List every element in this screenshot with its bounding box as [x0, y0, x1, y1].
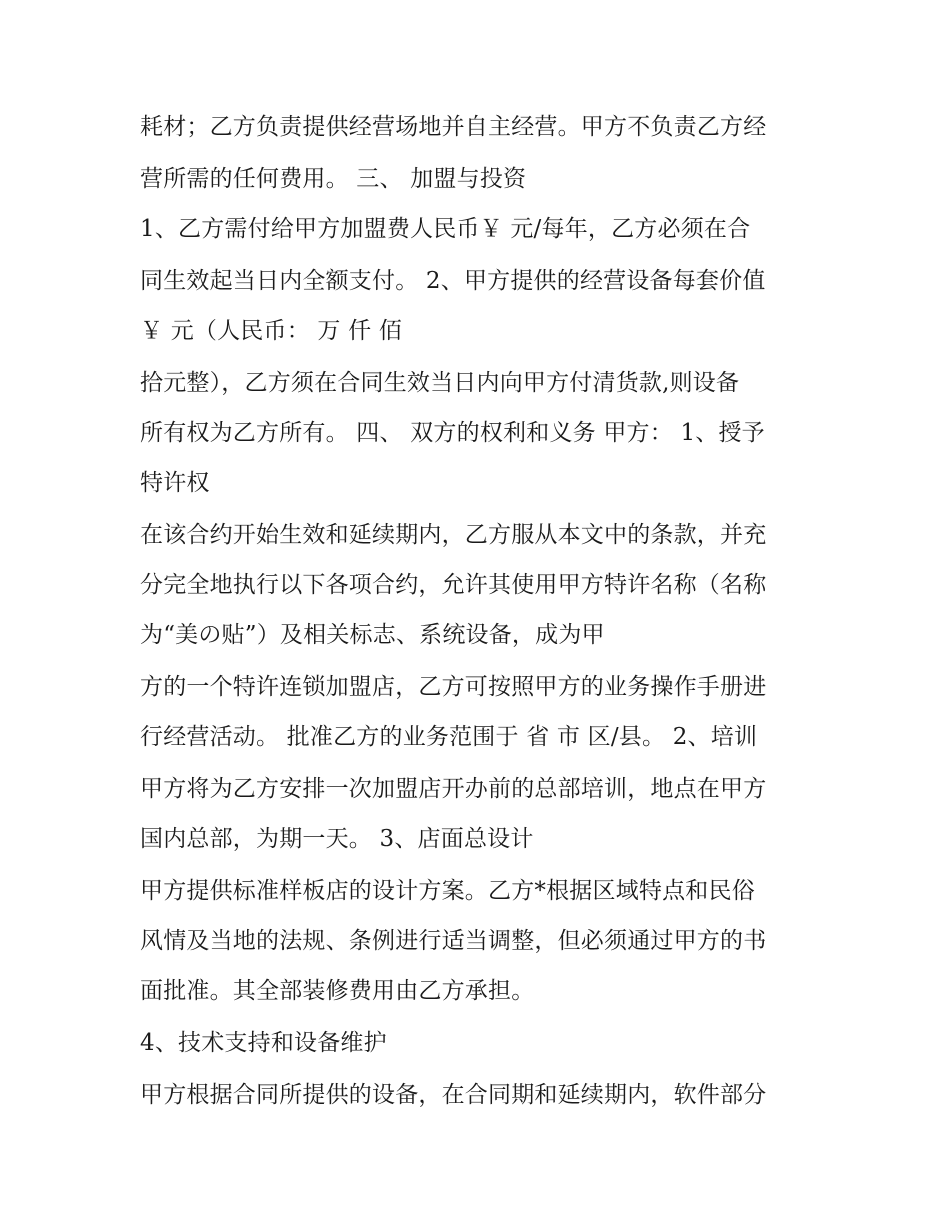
text-line: 营所需的任何费用。 三、 加盟与投资: [140, 166, 527, 192]
text-line: 分完全地执行以下各项合约，允许其使用甲方特许名称（名称: [140, 572, 767, 598]
text-line: 同生效起当日内全额支付。 2、甲方提供的经营设备每套价值: [140, 268, 766, 294]
text-line: 甲方将为乙方安排一次加盟店开办前的总部培训，地点在甲方: [140, 776, 767, 802]
text-line: 面批准。其全部装修费用由乙方承担。: [140, 978, 535, 1004]
text-line: 甲方提供标准样板店的设计方案。乙方*根据区域特点和民俗: [140, 878, 755, 904]
text-line: 在该合约开始生效和延续期内，乙方服从本文中的条款，并充: [140, 522, 767, 548]
text-line: ￥ 元（人民币： 万 仟 佰: [140, 318, 403, 344]
text-line: 特许权: [140, 470, 210, 496]
text-line: 拾元整），乙方须在合同生效当日内向甲方付清货款,则设备: [140, 370, 740, 396]
text-line: 为“美の贴”）及相关标志、系统设备，成为甲: [140, 622, 605, 648]
text-line: 所有权为乙方所有。 四、 双方的权利和义务 甲方： 1、授予: [140, 420, 765, 446]
text-line: 风情及当地的法规、条例进行适当调整，但必须通过甲方的书: [140, 928, 767, 954]
text-line: 耗材；乙方负责提供经营场地并自主经营。甲方不负责乙方经: [140, 114, 767, 140]
text-line: 4、技术支持和设备维护: [140, 1030, 387, 1056]
text-line: 甲方根据合同所提供的设备，在合同期和延续期内，软件部分: [140, 1082, 767, 1108]
text-line: 1、乙方需付给甲方加盟费人民币￥ 元/每年，乙方必须在合: [140, 216, 751, 242]
text-line: 行经营活动。 批准乙方的业务范围于 省 市 区/县。 2、培训: [140, 724, 758, 750]
text-line: 国内总部，为期一天。 3、店面总设计: [140, 826, 534, 852]
text-line: 方的一个特许连锁加盟店，乙方可按照甲方的业务操作手册进: [140, 674, 767, 700]
